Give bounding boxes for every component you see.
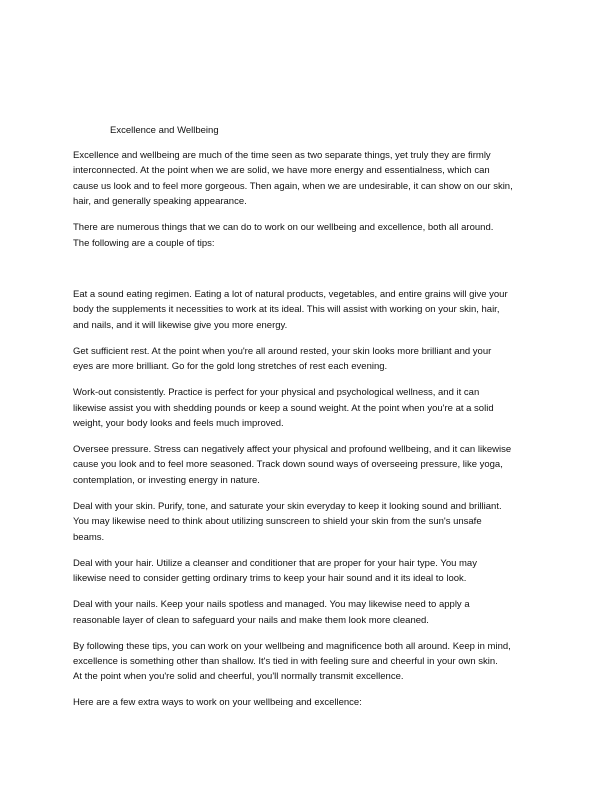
text-line: At the point when you're solid and cheerful, you'll normally transmit excellence.: [73, 671, 404, 683]
text-line: Get sufficient rest. At the point when you're all around rested, your skin looks more brilliant and your: [73, 345, 492, 357]
text-line: The following are a couple of tips:: [73, 237, 215, 249]
paragraph: [73, 556, 573, 587]
text-line: cause you look and to feel more seasoned. Track down sound ways of overseeing pressure, like yoga,: [73, 459, 503, 471]
text-line: By following these tips, you can work on your wellbeing and magnificence both all around. Keep in mind,: [73, 640, 511, 652]
paragraph: [73, 695, 573, 710]
paragraph: [73, 287, 573, 333]
text-line: There are numerous things that we can do to work on our wellbeing and excellence, both all around.: [73, 222, 494, 234]
paragraph: [73, 639, 573, 685]
text-line: Deal with your nails. Keep your nails spotless and managed. You may likewise need to apply a: [73, 599, 470, 611]
text-line: eyes are more brilliant. Go for the gold long stretches of rest each evening.: [73, 361, 388, 373]
document-title: Excellence and Wellbeing: [110, 125, 219, 136]
paragraph: [73, 220, 573, 251]
text-line: Oversee pressure. Stress can negatively affect your physical and profound wellbeing, and it can likewise: [73, 444, 512, 456]
text-line: You may likewise need to think about utilizing sunscreen to shield your skin from the sun's unsafe: [73, 516, 482, 528]
paragraph: [73, 597, 573, 628]
text-line: cause us look and to feel more gorgeous. Then again, when we are undesirable, it can show on our skin,: [73, 180, 513, 192]
paragraph: [73, 499, 573, 545]
text-line: excellence is something other than shallow. It's tied in with feeling sure and cheerful in your own skin.: [73, 655, 498, 667]
paragraph: [73, 442, 573, 488]
text-line: likewise need to consider getting ordinary trims to keep your hair sound and it its ideal to look.: [73, 573, 467, 585]
paragraph: [73, 385, 573, 431]
paragraph: [73, 148, 573, 210]
document-body: [73, 148, 573, 721]
text-line: Here are a few extra ways to work on your wellbeing and excellence:: [73, 697, 362, 709]
text-line: Excellence and wellbeing are much of the time seen as two separate things, yet truly they are firmly: [73, 150, 491, 161]
text-line: Work-out consistently. Practice is perfect for your physical and psychological wellness, and it can: [73, 387, 480, 399]
text-line: hair, and generally speaking appearance.: [73, 196, 247, 208]
text-line: body the supplements it necessities to work at its ideal. This will assist with working on your skin, hair,: [73, 304, 500, 316]
text-line: Deal with your hair. Utilize a cleanser and conditioner that are proper for your hair type. You may: [73, 557, 477, 569]
text-line: weight, your body looks and feels much improved.: [73, 418, 284, 430]
paragraph: [73, 344, 573, 375]
text-line: contemplation, or investing energy in nature.: [73, 474, 260, 486]
text-line: interconnected. At the point when we are solid, we have more energy and essentialness, which can: [73, 165, 490, 177]
text-line: Deal with your skin. Purify, tone, and saturate your skin everyday to keep it looking sound and brilliant.: [73, 500, 502, 512]
text-line: Eat a sound eating regimen. Eating a lot of natural products, vegetables, and entire grains will give your: [73, 289, 508, 301]
text-line: beams.: [73, 531, 105, 543]
text-line: reasonable layer of clean to safeguard your nails and make them look more cleaned.: [73, 614, 429, 626]
text-line: and nails, and it will likewise give you more energy.: [73, 319, 288, 331]
text-line: likewise assist you with shedding pounds or keep a sound weight. At the point when you're at a solid: [73, 402, 494, 414]
